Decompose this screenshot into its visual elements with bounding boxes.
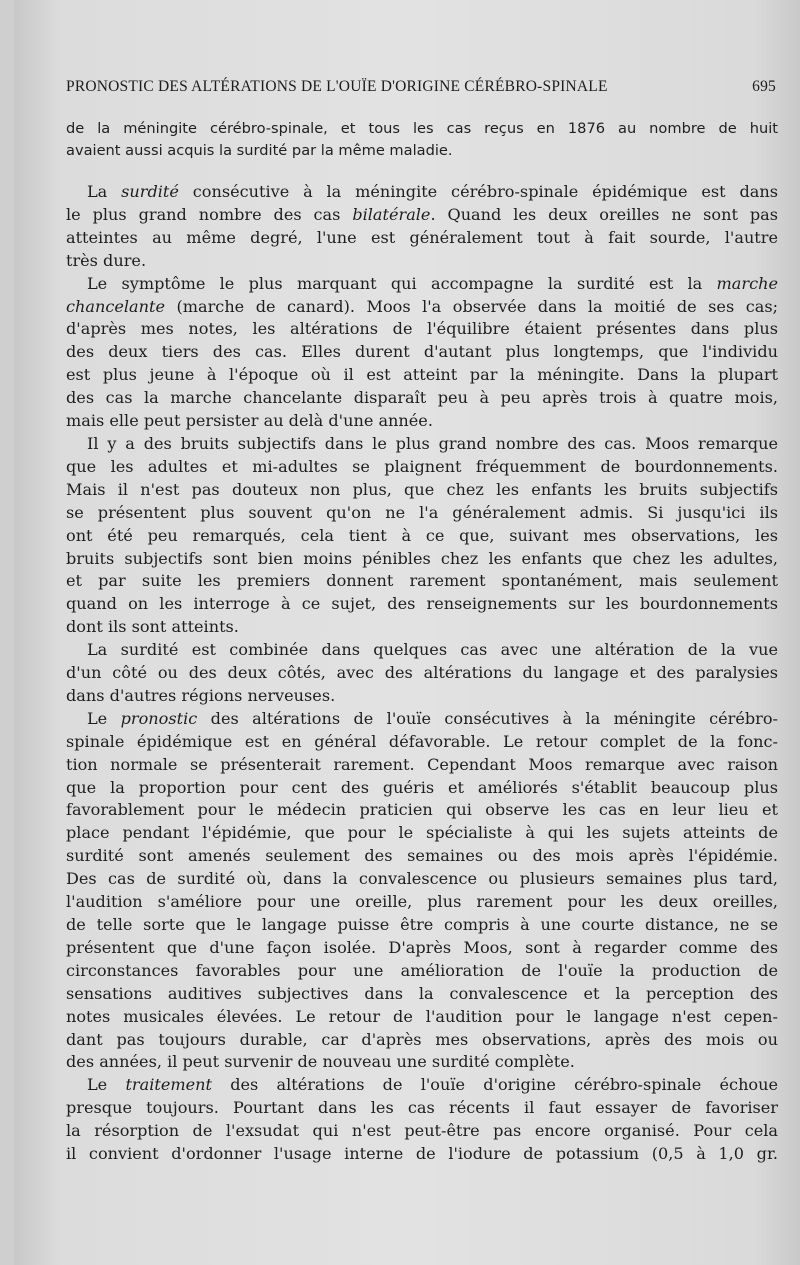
continued-paragraph xyxy=(66,118,778,162)
text-line: surdité sont amenés seulement des semaines ou des mois après l'épidémie. xyxy=(66,846,778,866)
text-line: Il y a des bruits subjectifs dans le plus grand nombre des cas. Moos remarque xyxy=(87,433,778,453)
text-line: très dure. xyxy=(66,250,147,270)
text-line: dant pas toujours durable, car d'après mes observations, après des mois ou xyxy=(66,1029,778,1049)
text-line: le plus grand nombre des cas bilatérale. Quand les deux oreilles ne sont pas xyxy=(66,204,778,224)
text-line: de la méningite cérébro-spinale, et tous les cas reçus en 1876 au nombre de huit xyxy=(66,120,778,137)
text-line: tion normale se présenterait rarement. Cependant Moos remarque avec raison xyxy=(66,754,778,774)
text-line: spinale épidémique est en général défavorable. Le retour complet de la fonc- xyxy=(66,731,778,751)
text-line: place pendant l'épidémie, que pour le spécialiste à qui les sujets atteints de xyxy=(66,823,778,843)
book-page xyxy=(14,0,800,1265)
text-line: dans d'autres régions nerveuses. xyxy=(66,685,336,705)
text-line: des années, il peut survenir de nouveau une surdité complète. xyxy=(66,1052,575,1072)
running-header xyxy=(66,78,776,96)
text-line: dont ils sont atteints. xyxy=(66,617,239,637)
text-line: et par suite les premiers donnent rarement spontanément, mais seulement xyxy=(66,571,778,591)
text-line: de telle sorte que le langage puisse être compris à une courte distance, ne se xyxy=(66,915,778,934)
text-line: d'un côté ou des deux côtés, avec des altérations du langage et des paralysies xyxy=(66,663,778,683)
text-line: est plus jeune à l'époque où il est atteint par la méningite. Dans la plupart xyxy=(66,365,778,385)
text-line: que les adultes et mi-adultes se plaignent fréquemment de bourdonnements. xyxy=(66,456,778,476)
paragraph-pronostic xyxy=(66,708,778,1075)
text-line: sensations auditives subjectives dans la convalescence et la perception des xyxy=(66,983,778,1003)
text-line: présentent que d'une façon isolée. D'après Moos, sont à regarder comme des xyxy=(66,937,778,957)
text-line: mais elle peut persister au delà d'une année. xyxy=(66,411,433,431)
text-line: se présentent plus souvent qu'on ne l'a généralement admis. Si jusqu'ici ils xyxy=(66,502,778,522)
keyword-chancelante: chancelante xyxy=(66,296,165,316)
paragraph-combinee xyxy=(66,639,778,708)
text-line: Des cas de surdité où, dans la convalescence ou plusieurs semaines plus tard, xyxy=(66,869,778,889)
paragraph-bruits xyxy=(66,433,778,639)
text-line: Le traitement des altérations de l'ouïe d'origine cérébro-spinale échoue xyxy=(87,1075,779,1095)
paragraph-symptome xyxy=(66,273,778,433)
text-line: des cas la marche chancelante disparaît peu à peu après trois à quatre mois, xyxy=(66,388,778,408)
page-number: 695 xyxy=(752,78,776,95)
text-line: quand on les interroge à ce sujet, des renseignements sur les bourdonnements xyxy=(66,594,778,614)
text-line: favorablement pour le médecin praticien qui observe les cas en leur lieu et xyxy=(66,800,778,820)
text-line: que la proportion pour cent des guéris et améliorés s'établit beaucoup plus xyxy=(66,777,778,797)
text-line: d'après mes notes, les altérations de l'équilibre étaient présentes dans plus xyxy=(66,319,778,339)
text-line: ont été peu remarqués, cela tient à ce que, suivant mes observations, les xyxy=(66,525,778,545)
text-line: Mais il n'est pas douteux non plus, que chez les enfants les bruits subjectifs xyxy=(66,479,778,499)
text-line: des deux tiers des cas. Elles durent d'autant plus longtemps, que l'individu xyxy=(66,342,778,362)
text-line: La surdité consécutive à la méningite cérébro-spinale épidémique est dans xyxy=(87,182,778,201)
keyword-pronostic: pronostic xyxy=(120,708,198,728)
paragraph-traitement xyxy=(66,1074,778,1166)
text-line: il convient d'ordonner l'usage interne de l'iodure de potassium (0,5 à 1,0 gr. xyxy=(66,1144,778,1164)
text-line: Le pronostic des altérations de l'ouïe consécutives à la méningite cérébro- xyxy=(87,708,778,728)
paragraph-surdite xyxy=(66,181,778,273)
text-line: bruits subjectifs sont bien moins pénibles chez les enfants que chez les adultes, xyxy=(66,548,778,568)
running-title: PRONOSTIC DES ALTÉRATIONS DE L'OUÏE D'ORIGINE CÉRÉBRO-SPINALE xyxy=(66,78,608,95)
text-line: La surdité est combinée dans quelques cas avec une altération de la vue xyxy=(87,640,778,660)
text-line: notes musicales élevées. Le retour de l'audition pour le langage n'est cepen- xyxy=(66,1006,778,1026)
keyword-traitement: traitement xyxy=(125,1075,212,1095)
text-line: atteintes au même degré, l'une est généralement tout à fait sourde, l'autre xyxy=(66,227,778,247)
keyword-bilaterale: bilatérale xyxy=(352,204,431,224)
text-line: Le symptôme le plus marquant qui accompagne la surdité est la marche xyxy=(87,273,778,293)
keyword-marche: marche xyxy=(716,273,778,293)
text-line: avaient aussi acquis la surdité par la même maladie. xyxy=(66,142,453,159)
text-line: presque toujours. Pourtant dans les cas récents il faut essayer de favoriser xyxy=(66,1098,778,1118)
text-line: l'audition s'améliore pour une oreille, plus rarement pour les deux oreilles, xyxy=(66,892,778,912)
keyword-surdite: surdité xyxy=(121,182,179,201)
text-line: chancelante (marche de canard). Moos l'a observée dans la moitié de ses cas; xyxy=(66,296,778,316)
text-line: la résorption de l'exsudat qui n'est peut-être pas encore organisé. Pour cela xyxy=(66,1121,778,1141)
text-line: circonstances favorables pour une amélioration de l'ouïe la production de xyxy=(66,960,778,980)
body-text xyxy=(66,181,778,1166)
